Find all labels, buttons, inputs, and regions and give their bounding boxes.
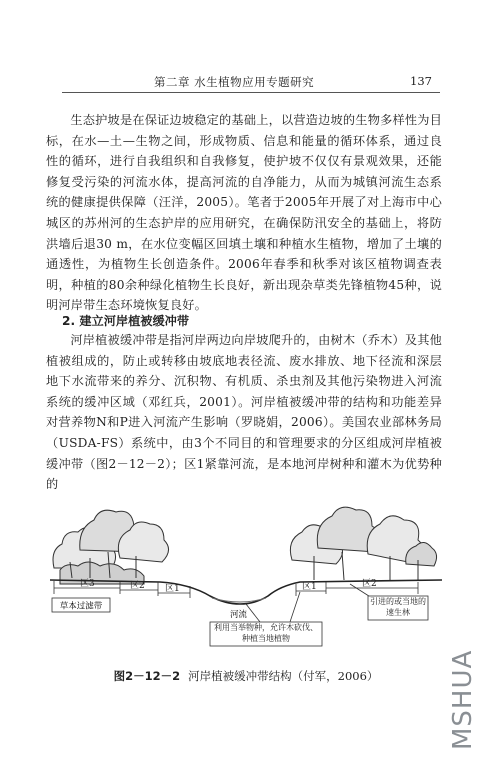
callout-native-forest xyxy=(350,584,428,620)
figure-number: 图2－12－2 xyxy=(113,669,181,683)
callout-grass-strip xyxy=(52,598,110,612)
grass-strip-label: 草本过滤带 xyxy=(59,601,103,612)
managed-forest-label: 利用当举物种，允许木砍伐、种植当地植物 xyxy=(214,623,318,643)
right-forest-illustration xyxy=(290,507,436,580)
left-forest-illustration xyxy=(53,510,169,584)
watermark-text: MSHUA xyxy=(448,649,478,750)
buffer-strip-diagram xyxy=(50,498,442,658)
paragraph-eco-slope: 生态护坡是在保证边坡稳定的基础上，以营造边坡的生物多样性为目标，在水—土—生物之间，形成物质、信息和能量的循环体系，通过良性的循环，进行自我组织和自我修复，使护坡不仅仅有景观效果，还能修复受污染的河流水体，提高河流的自净能力，从而为城镇河流生态系统的健康提供保障（汪洋，2005）。笔者于2005年开展了对上海市中心城区的苏州河的生态护岸的应用研究，在确保防汛安全的基础上，将防洪墙后退30 m，在水位变幅区回填土壤和种植水生植物，增加了土壤的通透性，为植物生长创造条件。2006年春季和秋季对该区植物调查表明，种植的80余种绿化植物生长良好，新出现杂草类先锋植物45种，说明河岸带生态环境恢复良好。 xyxy=(46,113,443,313)
river-label: 河流 xyxy=(230,610,248,620)
chapter-title: 第二章 水生植物应用专题研究 xyxy=(154,75,315,89)
figure-caption-text: 河岸植被缓冲带结构（付军，2006） xyxy=(188,669,379,683)
watermark xyxy=(445,640,479,752)
running-header xyxy=(62,70,440,93)
zone-label-3: 区3 xyxy=(80,579,95,589)
callout-managed-forest xyxy=(210,592,322,646)
zone-label-1-left: 区1 xyxy=(165,584,180,594)
paragraph-buffer-strip: 河岸植被缓冲带是指河岸两边向岸坡爬升的，由树木（乔木）及其他植被组成的，防止或转移由坡底地表径流、废水排放、地下径流和深层地下水流带来的养分、沉积物、有机质、杀虫剂及其他污染物进入河流系统的缓冲区域（邓红兵，2001）。河岸植被缓冲带的结构和功能差异对营养物N和P进入河流产生影响（罗晓娟，2006）。美国农业部林务局（USDA-FS）系统中，由3个不同目的和管理要求的分区组成河岸植被缓冲带（图2－12－2）；区1紧靠河流，是本地河岸树种和灌木为优势种的 xyxy=(46,333,443,492)
zone-label-2-right: 区2 xyxy=(362,579,377,589)
figure-caption xyxy=(0,668,492,684)
section-heading: 2. 建立河岸植被缓冲带 xyxy=(62,314,190,328)
zone-label-1-right: 区1 xyxy=(302,582,317,592)
page-number: 137 xyxy=(410,74,432,88)
native-forest-label: 引进的或当地的速生林 xyxy=(370,597,426,617)
zone-label-2-left: 区2 xyxy=(130,581,145,591)
